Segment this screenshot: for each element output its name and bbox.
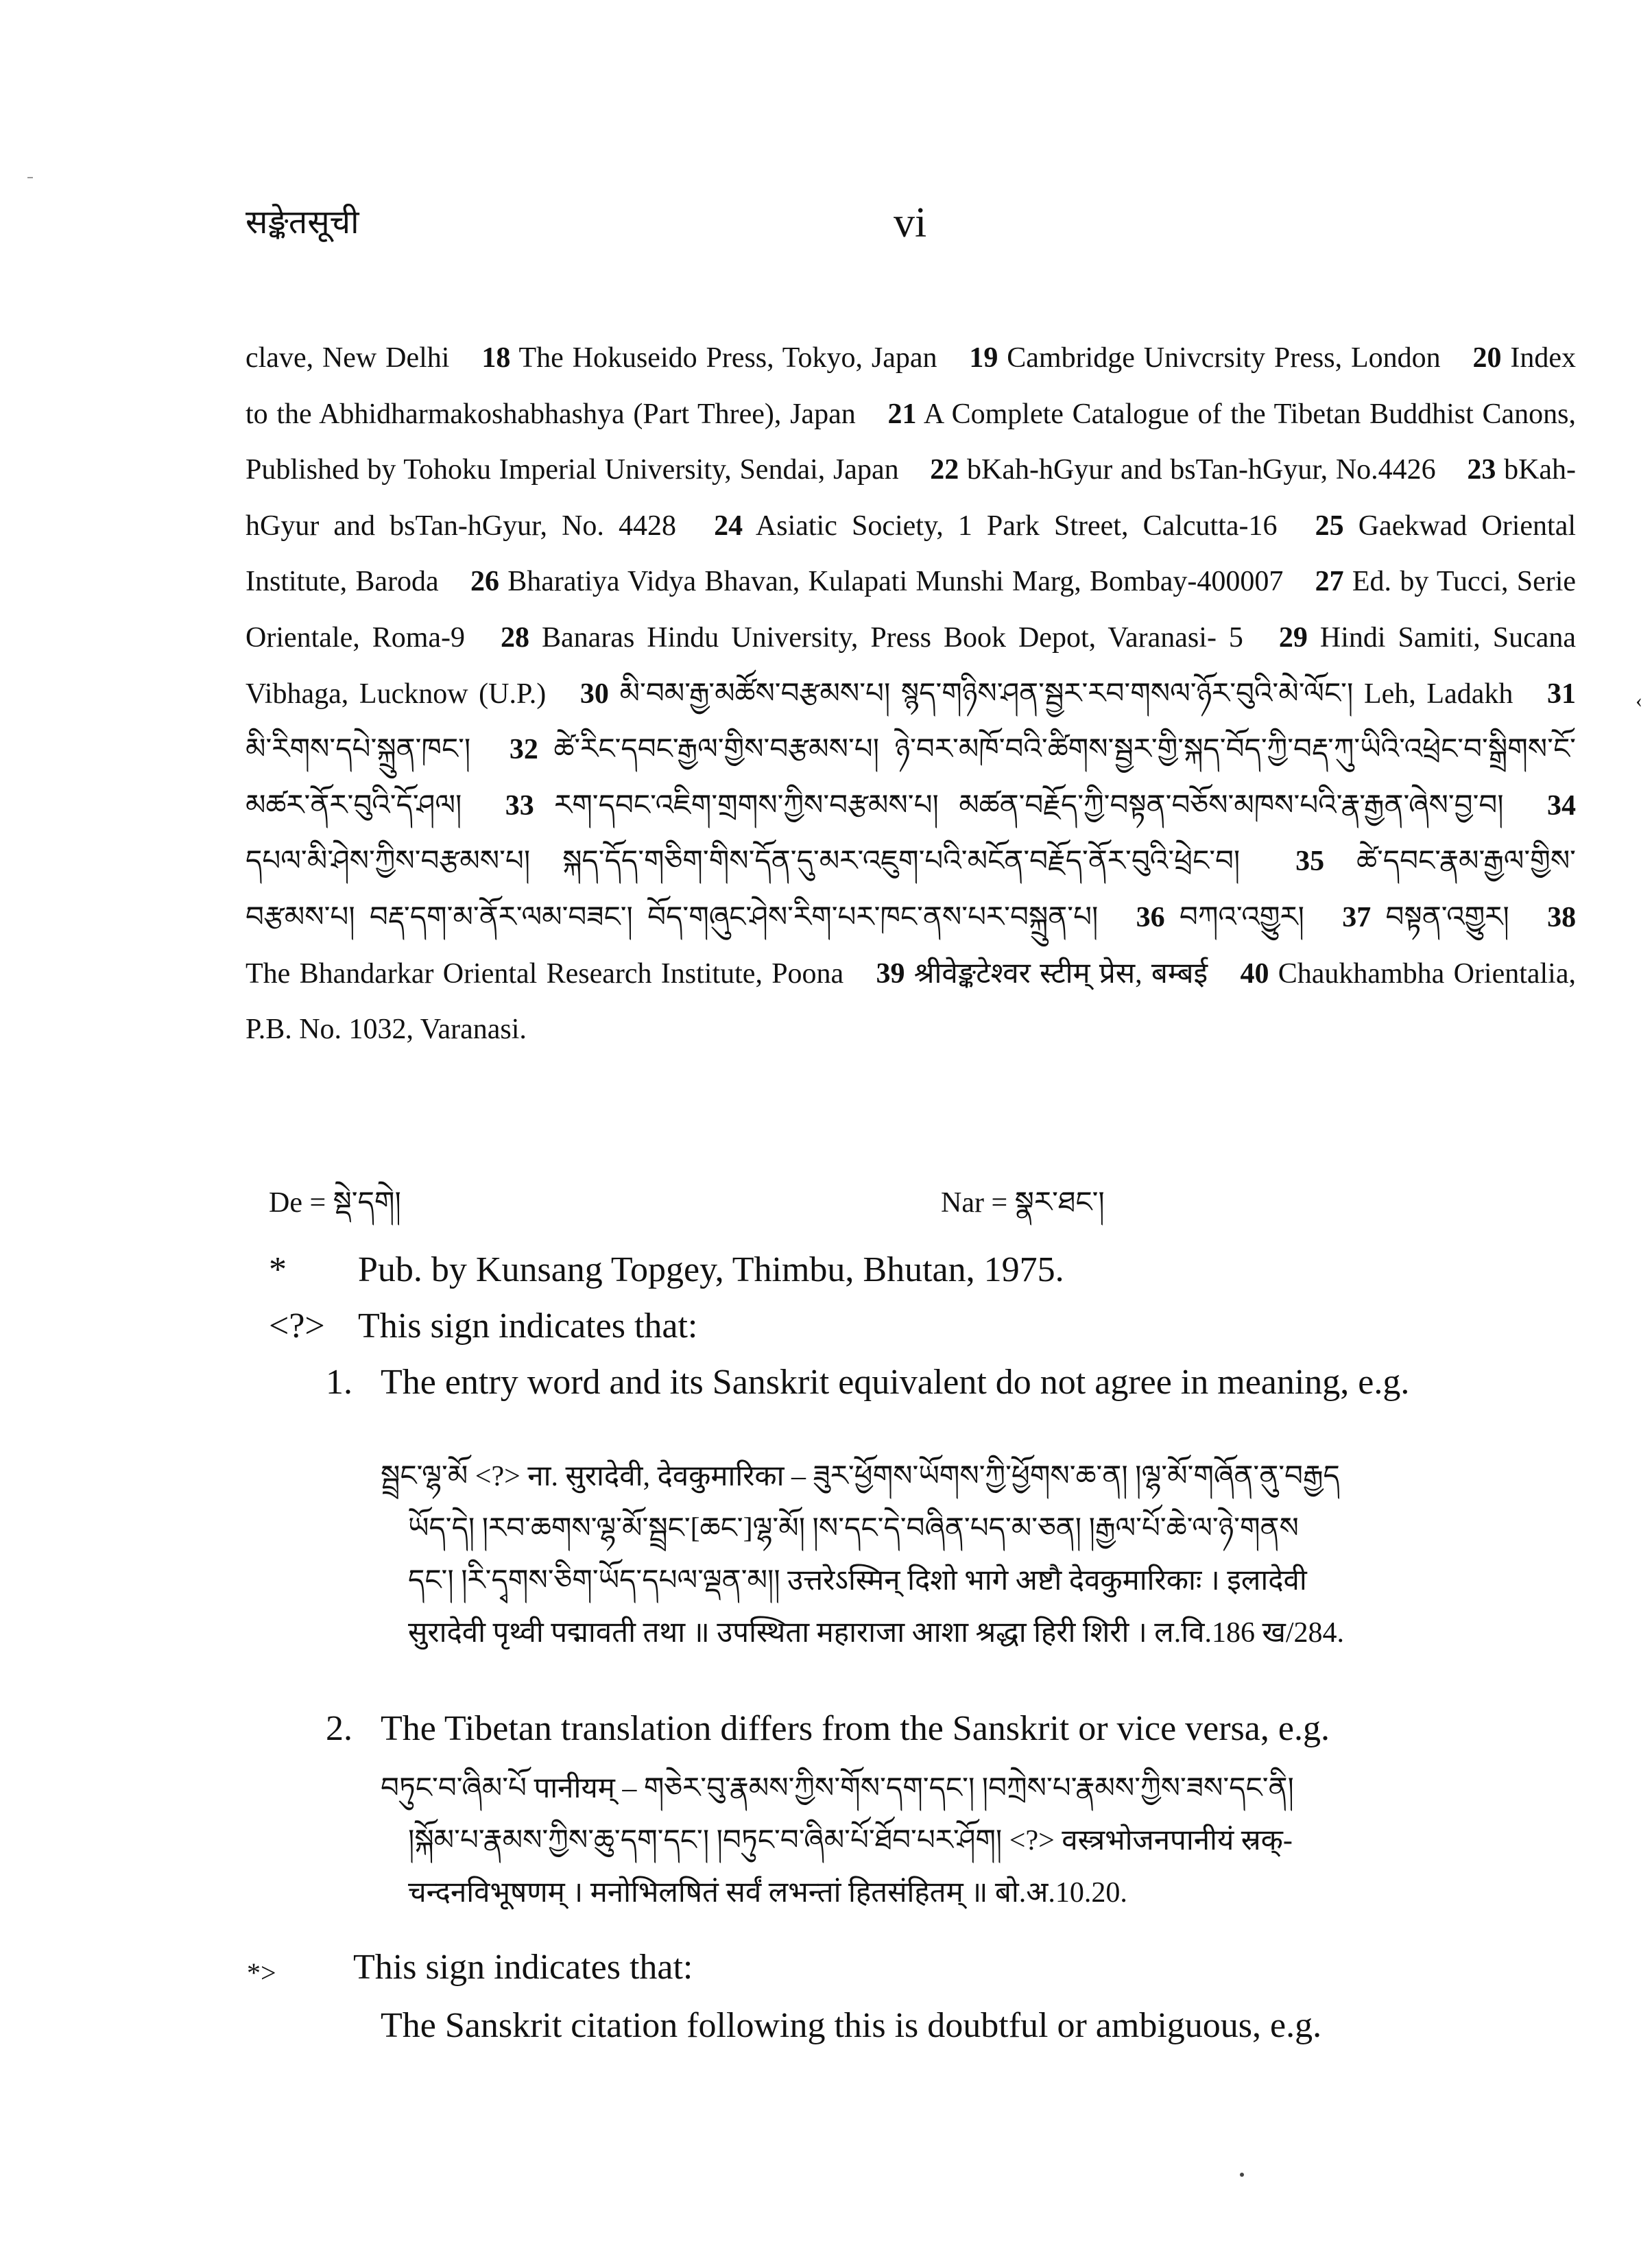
catalogue-entry-number: 29	[1278, 621, 1308, 654]
item-number: 2.	[326, 1709, 352, 1748]
catalogue-entry-number: 30	[579, 678, 609, 710]
abbreviation-de: De = སྡེ་དགེ།	[269, 1187, 401, 1219]
example-1	[381, 1450, 1533, 1659]
abbreviation-row	[269, 1169, 1503, 1217]
item-number: 1.	[326, 1363, 352, 1402]
catalogue-entry-text: Cambridge Univcrsity Press, London	[1007, 342, 1441, 374]
catalogue-entry-text: བསྟན་འགྱུར།	[1385, 901, 1509, 933]
catalogue-entry-number: 35	[1295, 846, 1325, 878]
page-header	[246, 199, 1590, 261]
catalogue-entry	[1342, 902, 1509, 933]
catalogue-entry-number: 18	[481, 342, 511, 374]
scan-mark	[27, 177, 33, 178]
catalogue-entry-text: མི་རིགས་དཔེ་སྐྲུན་ཁང་།	[246, 734, 471, 766]
catalogue-entry-number: 19	[969, 342, 998, 374]
catalogue-entry-number: 40	[1240, 957, 1269, 990]
catalogue-entry-number: 27	[1315, 566, 1344, 598]
catalogue-entry	[580, 678, 1513, 710]
catalogue-entry-number: 38	[1547, 901, 1577, 933]
example-line: བཏུང་བ་ཞིམ་པོ पानीयम् – གཅེར་བུ་རྣམས་ཀྱིས་གོས་དག་དང་། །བཀྲེས་པ་རྣམས་ཀྱིས་ཟས་དང་ནི།	[381, 1773, 1294, 1804]
catalogue-entry-text: Gaekwad Oriental Institute, Baroda	[246, 510, 1577, 598]
catalogue-entry-number: 26	[470, 566, 499, 598]
catalogue-entry-text: Ed. by Tucci, Serie Orientale, Roma-9	[246, 566, 1577, 654]
example-line: ཡོད་དེ། །རབ་ཆགས་ལྷ་མོ་སྦྲང་[ཆང་]ལྷ་མོ། །ས་དང་དེ་བཞིན་པད་མ་ཅན། །རྒྱལ་པོ་ཆེ་ལ་ཉེ་གནས	[408, 1513, 1299, 1544]
query-symbol: <?>	[269, 1306, 325, 1346]
page-number: vi	[894, 200, 927, 246]
catalogue-entry-number: 25	[1315, 510, 1344, 542]
catalogue-entry-text: Index to the Abhidharmakoshabhashya (Part Three), Japan	[246, 342, 1577, 430]
catalogue-entry-number: 32	[509, 734, 538, 766]
catalogue-entry	[714, 510, 1277, 542]
arrow-note-text: This sign indicates that:	[353, 1948, 693, 1987]
catalogue-entry-text: The Hokuseido Press, Tokyo, Japan	[518, 342, 937, 374]
catalogue-entry-number: 28	[501, 621, 530, 654]
catalogue-entry-number: 22	[930, 454, 959, 486]
item-text: The entry word and its Sanskrit equivalent do not agree in meaning, e.g.	[381, 1363, 1410, 1402]
catalogue-entry-text: bKah-hGyur and bsTan-hGyur, No.4426	[967, 454, 1436, 486]
arrow-symbol: *>	[247, 1957, 276, 1988]
catalogue-entry-text: Asiatic Society, 1 Park Street, Calcutta-16	[755, 510, 1278, 542]
example-line: सुरादेवी पृथ्वी पद्मावती तथा ॥ उपस्थिता महाराजा आशा श्रद्धा हिरी शिरी । ल.वि.186 ख/284.	[408, 1617, 1344, 1649]
catalogue-entry-text: ཚེ་དབང་རྣམ་རྒྱལ་གྱིས་བརྩམས་པ། བརྡ་དག་མ་ནོར་ལམ་བཟང་། བོད་གཞུང་ཤེས་རིག་པར་ཁང་ནས་པར་བསྐྲུན་པ།	[246, 846, 1576, 933]
catalogue-entry-text: A Complete Catalogue of the Tibetan Buddhist Canons, Published by Tohoku Imperial University, Sendai, Japan	[246, 398, 1577, 486]
catalogue-entry-text: དཔལ་མི་ཤེས་ཀྱིས་བརྩམས་པ། སྐད་དོད་གཅིག་གིས་དོན་དུ་མར་འཇུག་པའི་མངོན་བརྗོད་ནོར་བུའི་ཕྲེང་བ།	[246, 846, 1241, 878]
catalogue-entry-text: clave, New Delhi	[246, 342, 450, 374]
catalogue-entry-text: བཀའ་འགྱུར།	[1179, 901, 1304, 933]
catalogue-entry-number: 33	[505, 789, 534, 822]
abbreviation-nar: Nar = སྣར་ཐང་།	[941, 1187, 1105, 1219]
catalogue-entry-text: Hindi Samiti, Sucana Vibhaga, Lucknow (U.P.)	[246, 621, 1576, 710]
catalogue-entry-number: 21	[887, 398, 917, 430]
arrow-note-description: The Sanskrit citation following this is doubtful or ambiguous, e.g.	[381, 2006, 1322, 2045]
catalogue-entry-text: The Bhandarkar Oriental Research Institute, Poona	[246, 957, 844, 990]
catalogue-entry-text: Bharatiya Vidya Bhavan, Kulapati Munshi Marg, Bombay-400007	[507, 566, 1284, 598]
catalogue-entry-number: 37	[1342, 901, 1372, 933]
catalogue-entry	[246, 342, 449, 374]
catalogue-entry	[969, 342, 1440, 374]
catalogue-entry-text: श्रीवेङ्कटेश्वर स्टीम् प्रेस, बम्बई	[913, 957, 1208, 990]
catalogue-entry-number: 24	[714, 510, 743, 542]
note-arrow	[247, 1942, 1550, 1997]
section-title: सङ्केतसूची	[246, 204, 359, 241]
catalogue-entry-number: 34	[1547, 789, 1577, 822]
query-note-text: This sign indicates that:	[358, 1306, 698, 1346]
catalogue-entry	[481, 342, 937, 374]
catalogue-entry	[501, 622, 1243, 654]
catalogue-entry	[470, 566, 1283, 597]
catalogue-entry	[505, 790, 1504, 822]
catalogue-entry	[876, 958, 1208, 990]
item-text: The Tibetan translation differs from the Sanskrit or vice versa, e.g.	[381, 1709, 1330, 1748]
scan-dot	[1240, 2173, 1244, 2177]
note-star	[269, 1245, 1572, 1300]
catalogue-entry-text: bKah-hGyur and bsTan-hGyur, No. 4428	[246, 454, 1577, 542]
catalogue-entry	[1136, 902, 1304, 933]
example-2	[381, 1763, 1533, 1919]
catalogue-entry	[930, 454, 1435, 486]
catalogue-entry-text: མི་བམ་རྒྱ་མཚོས་བརྩམས་པ། སྙད་གཉིས་ཤན་སྦྱར་རབ་གསལ་ཉོར་བུའི་མེ་ལོང་། Leh, Ladakh	[619, 678, 1513, 710]
example-line: དང་། །རི་དྭགས་ཅིག་ཡོད་དཔལ་ལྡན་མ།། उत्तरेऽस्मिन् दिशो भागे अष्टौ देवकुमारिकाः । इलादेवी	[408, 1565, 1307, 1597]
catalogue-entry-number: 39	[876, 957, 905, 990]
catalogue-entry-text: Banaras Hindu University, Press Book Depot, Varanasi- 5	[542, 621, 1243, 654]
catalogue-entry-number: 20	[1472, 342, 1502, 374]
example-line: चन्दनविभूषणम् । मनोभिलषितं सर्वं लभन्तां हितसंहितम् ॥ बो.अ.10.20.	[408, 1877, 1127, 1909]
note-query	[269, 1301, 1572, 1356]
catalogue-entry-number: 23	[1467, 454, 1496, 486]
catalogue-entry-number: 36	[1136, 901, 1165, 933]
star-symbol: *	[269, 1250, 287, 1289]
catalogue-entry-text: Chaukhambha Orientalia, P.B. No. 1032, Varanasi.	[246, 957, 1576, 1046]
example-line: །སྐོམ་པ་རྣམས་ཀྱིས་ཆུ་དག་དང་། །བཏུང་བ་ཞིམ་པོ་ཐོབ་པར་ཤོག། <?> वस्त्रभोजनपानीयं स्रक्-	[408, 1825, 1293, 1856]
catalogue-list	[246, 331, 1576, 1058]
edge-mark: ‹	[1636, 689, 1642, 712]
catalogue-entry-text: ཚེ་རིང་དབང་རྒྱལ་གྱིས་བརྩམས་པ། ཉེ་བར་མཁོ་བའི་ཚིགས་སྦྱར་གྱི་སྐད་བོད་ཀྱི་བརྡ་ཀུ་ཡིའི་འཕྲེང་བ་སྒྲིགས་ངོ་མཚར་ནོར་བུའི་དོ་ཤལ།	[246, 734, 1577, 822]
example-line: སྦྲང་ལྷ་མོ <?> ना. सुरादेवी, देवकुमारिका – ཟུར་ཕྱོགས་ཡོགས་ཀྱི་ཕྱོགས་ཆ་ན། །ལྷ་མོ་གཞོན་ནུ་བརྒྱད	[381, 1461, 1340, 1492]
star-note-text: Pub. by Kunsang Topgey, Thimbu, Bhutan, 1975.	[358, 1250, 1064, 1289]
catalogue-entry-text: རག་དབང་འཇིག་གྲགས་ཀྱིས་བརྩམས་པ། མཚན་བརྗོད་ཀྱི་བསྟན་བཅོས་མཁས་པའི་རྣ་རྒྱན་ཞེས་བྱ་བ།	[554, 789, 1504, 822]
catalogue-entry-number: 31	[1547, 678, 1577, 710]
